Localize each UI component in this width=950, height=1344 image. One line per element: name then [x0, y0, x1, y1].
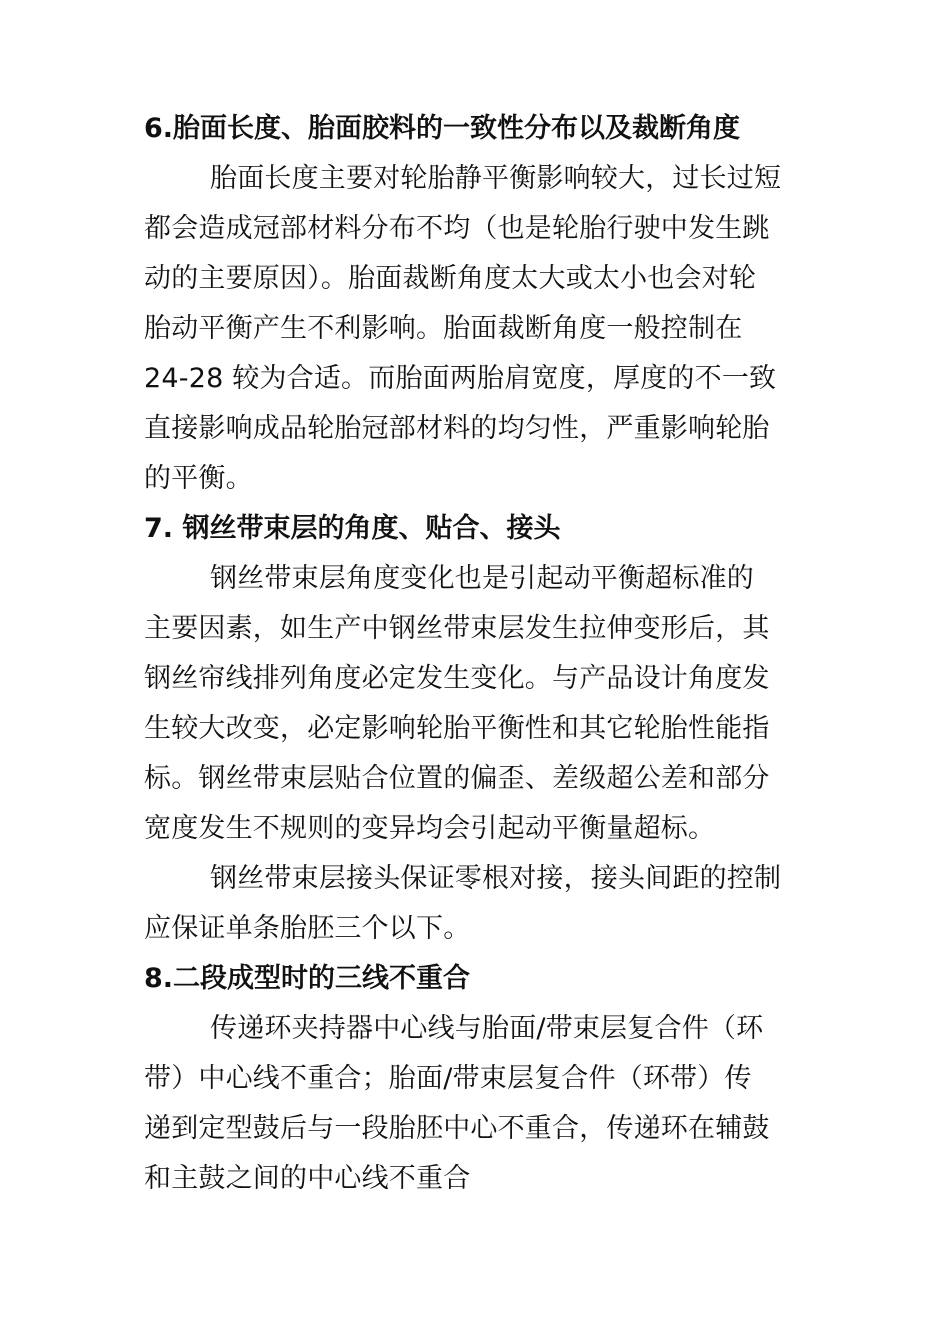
text-line: 直接影响成品轮胎冠部材料的均匀性，严重影响轮胎: [144, 413, 770, 444]
text-line: 动的主要原因）。胎面裁断角度太大或太小也会对轮: [144, 263, 757, 294]
text-line: 主要因素，如生产中钢丝带束层发生拉伸变形后，其: [144, 613, 770, 644]
text-line: 传递环夹持器中心线与胎面/带束层复合件（环: [210, 1013, 764, 1044]
text-line: 24-28 较为合适。而胎面两胎肩宽度，厚度的不一致: [144, 363, 777, 394]
section-heading-8: 8.二段成型时的三线不重合: [144, 963, 471, 994]
text-line: 和主鼓之间的中心线不重合: [144, 1163, 471, 1194]
text-line: 的平衡。: [144, 463, 253, 494]
text-line: 都会造成冠部材料分布不均（也是轮胎行驶中发生跳: [144, 213, 770, 244]
text-line: 应保证单条胎胚三个以下。: [144, 913, 471, 944]
text-line: 生较大改变，必定影响轮胎平衡性和其它轮胎性能指: [144, 713, 770, 744]
text-line: 胎动平衡产生不利影响。胎面裁断角度一般控制在: [144, 313, 743, 344]
document-body: [144, 104, 814, 1204]
paragraph: [144, 854, 814, 954]
paragraph: [144, 154, 814, 504]
text-line: 带）中心线不重合；胎面/带束层复合件（环带）传: [144, 1063, 752, 1094]
paragraph: [144, 1004, 814, 1204]
section-heading-7: 7. 钢丝带束层的角度、贴合、接头: [144, 513, 561, 544]
text-line: 钢丝帘线排列角度必定发生变化。与产品设计角度发: [144, 663, 770, 694]
text-line: 递到定型鼓后与一段胎胚中心不重合，传递环在辅鼓: [144, 1113, 770, 1144]
text-line: 标。钢丝带束层贴合位置的偏歪、差级超公差和部分: [144, 763, 770, 794]
text-line: 钢丝带束层接头保证零根对接，接头间距的控制: [210, 863, 782, 894]
text-line: 钢丝带束层角度变化也是引起动平衡超标准的: [210, 563, 754, 594]
text-line: 胎面长度主要对轮胎静平衡影响较大，过长过短: [210, 163, 782, 194]
paragraph: [144, 554, 814, 854]
text-line: 宽度发生不规则的变异均会引起动平衡量超标。: [144, 813, 716, 844]
section-heading-6: 6.胎面长度、胎面胶料的一致性分布以及裁断角度: [144, 113, 741, 144]
